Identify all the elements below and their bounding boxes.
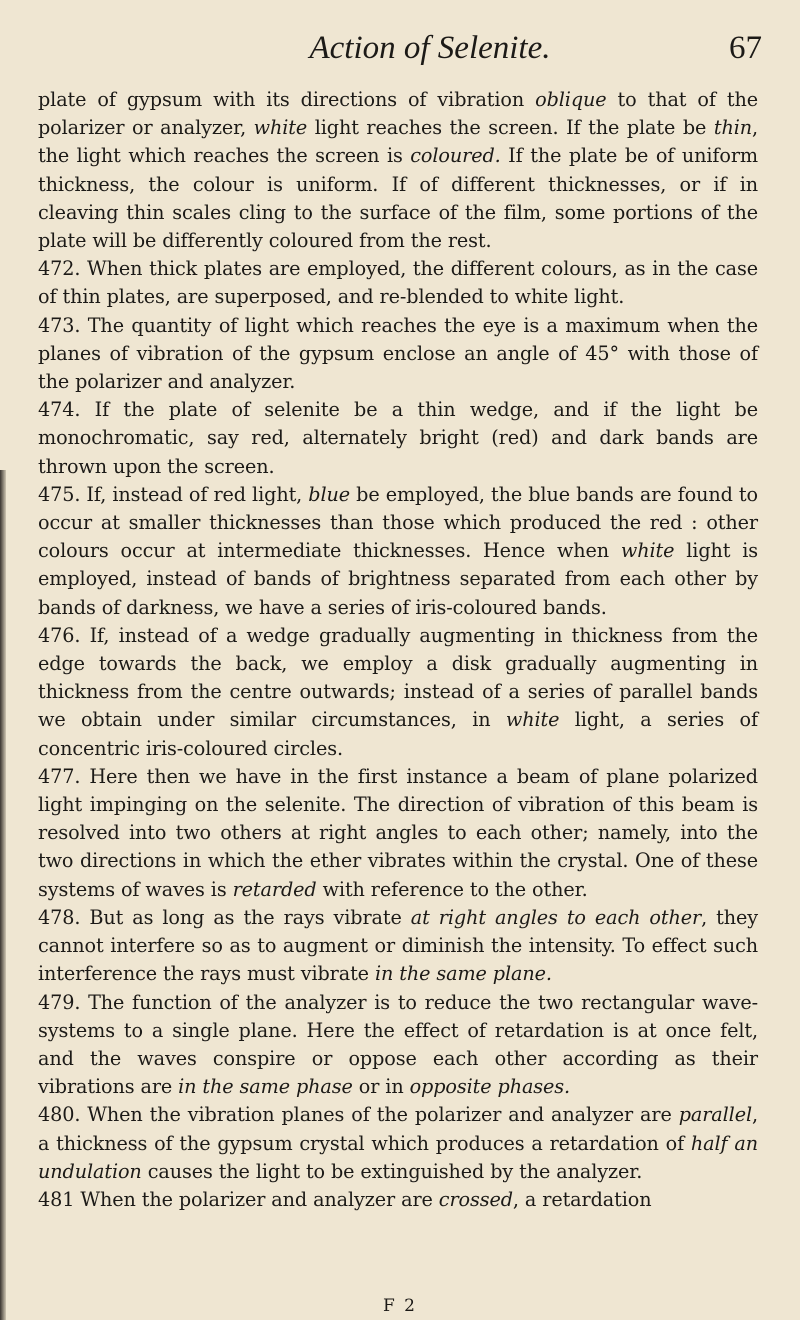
paragraph <box>38 1101 758 1186</box>
page-edge-shadow <box>0 470 6 1320</box>
paragraph-text: 472. When thick plates are employed, the different colours, as in the case of thin plates, are superposed, and re-blended to white light. <box>38 257 758 309</box>
emphasis-text: thin <box>713 116 753 140</box>
signature-mark: F 2 <box>382 1296 417 1316</box>
paragraph <box>38 1186 758 1214</box>
paragraph <box>38 763 758 904</box>
paragraph-text: plate of gypsum with its directions of vibration <box>38 88 536 111</box>
emphasis-text: opposite phases. <box>409 1075 571 1099</box>
paragraph-text: , a thickness of the gypsum crystal which produces a retardation of <box>38 1103 758 1155</box>
paragraph <box>38 255 758 311</box>
emphasis-text: blue <box>308 482 351 506</box>
paragraph-text: light is employed, instead of bands of brightness separated from each other by bands of darkness, we have a series of iris-coloured bands. <box>38 539 759 619</box>
emphasis-text: white <box>505 708 560 732</box>
paragraph <box>38 904 758 989</box>
paragraph-text: or in <box>352 1075 410 1099</box>
emphasis-text: coloured. <box>410 144 501 168</box>
paragraph-text: light, a series of concentric iris-coloured circles. <box>38 708 758 760</box>
paragraph <box>38 622 758 763</box>
emphasis-text: parallel <box>678 1103 752 1127</box>
paragraph-text: with reference to the other. <box>316 877 588 901</box>
paragraph-text: 481 When the polarizer and analyzer are <box>38 1187 439 1211</box>
paragraph-text: 474. If the plate of selenite be a thin wedge, and if the light be monochromatic, say red, alternately bright (red) and dark bands are thrown upon the screen. <box>38 398 758 478</box>
emphasis-text: retarded <box>232 877 317 901</box>
paragraph <box>38 989 758 1102</box>
page-header <box>98 28 762 74</box>
paragraph-text: 473. The quantity of light which reaches the eye is a maximum when the planes of vibration of the gypsum enclose an angle of 45° with those of the polarizer and analyzer. <box>38 313 758 394</box>
emphasis-text: at right angles to each other <box>410 905 702 929</box>
paragraph-text: 477. Here then we have in the first instance a beam of plane polarized light impinging on the selenite. The direction of vibration of this beam is resolved into two others at right angles to each other; namely, into the two directions in which the ether vibrates within the crystal. One of these systems of waves is <box>38 764 758 901</box>
paragraph-text: 476. If, instead of a wedge gradually augmenting in thickness from the edge towards the back, we employ a disk gradually augmenting in thickness from the centre outwards; instead of a series of parallel bands we obtain under similar circumstances, in <box>38 623 758 732</box>
paragraph-text: If the plate be of uniform thickness, the colour is uniform. If of different thicknesses, or if in cleaving thin scales cling to the surface of the film, some portions of the plate will be differently coloured from the rest. <box>38 144 758 253</box>
emphasis-text: half an undulation <box>38 1131 758 1183</box>
emphasis-text: crossed <box>438 1187 513 1211</box>
paragraph-text: 480. When the vibration planes of the polarizer and analyzer are <box>38 1103 679 1127</box>
paragraph-text: causes the light to be extinguished by the analyzer. <box>141 1159 643 1183</box>
emphasis-text: oblique <box>535 88 607 111</box>
emphasis-text: white <box>620 539 675 563</box>
paragraph <box>38 312 758 397</box>
paragraph-text: , the light which reaches the screen is <box>38 116 759 168</box>
paragraph-text: 475. If, instead of red light, <box>38 482 309 506</box>
paragraph-text: light reaches the screen. If the plate be <box>307 116 714 140</box>
paragraph-text: 478. But as long as the rays vibrate <box>38 905 411 929</box>
paragraph-text: to that of the polarizer or analyzer, <box>38 88 758 140</box>
emphasis-text: in the same plane. <box>374 962 552 986</box>
running-title: Action of Selenite. <box>309 30 551 66</box>
paragraph-text: , they cannot interfere so as to augment or diminish the intensity. To effect such interference the rays must vibrate <box>38 905 758 986</box>
paragraph <box>38 86 758 255</box>
paragraph-text: be employed, the blue bands are found to occur at smaller thicknesses than those which produced the red : other colours occur at intermediate thicknesses. Hence when <box>38 482 758 563</box>
emphasis-text: in the same phase <box>178 1075 353 1099</box>
emphasis-text: white <box>253 116 308 140</box>
paragraph <box>38 396 758 481</box>
paragraph-text: , a retardation <box>512 1187 652 1211</box>
paragraph <box>38 481 758 622</box>
paragraph-text: 479. The function of the analyzer is to reduce the two rectangular wave-systems to a single plane. Here the effect of retardation is at once felt, and the waves conspire or oppose each other according as their vibrations are <box>38 990 758 1099</box>
page-number: 67 <box>729 30 762 66</box>
text-body <box>38 86 758 1214</box>
